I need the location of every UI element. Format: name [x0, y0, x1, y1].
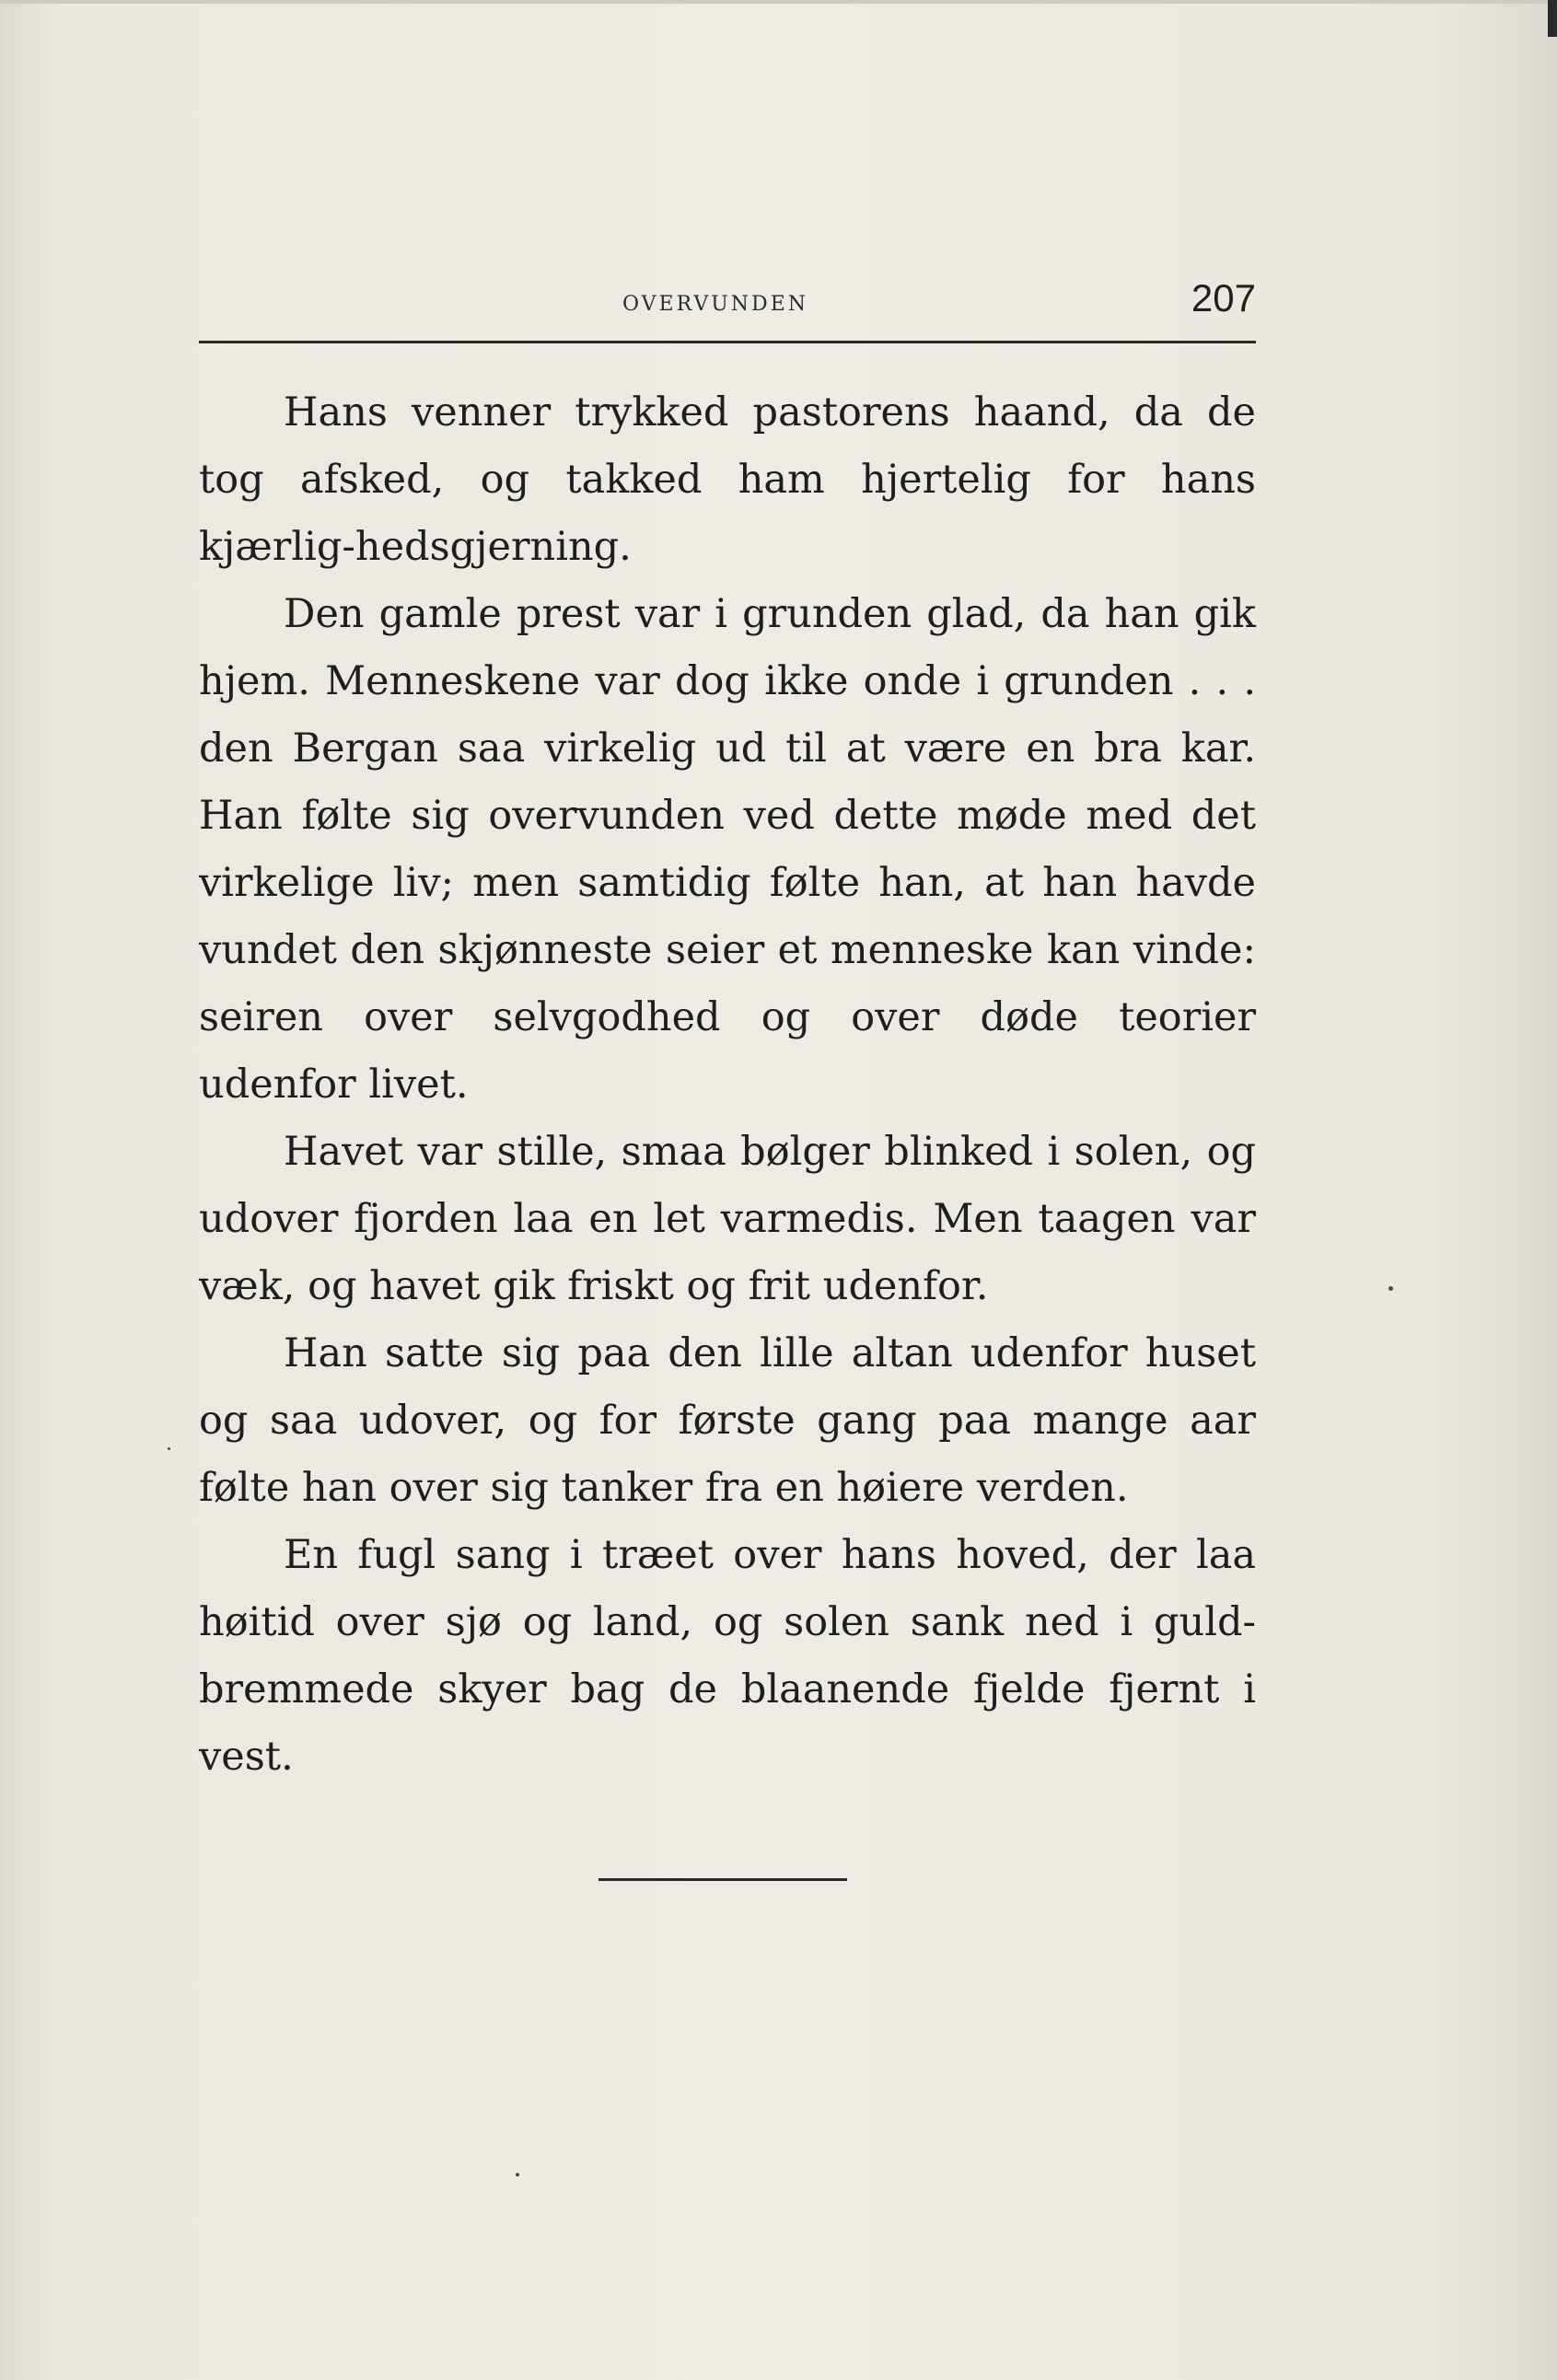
- paper-speck: [1389, 1286, 1393, 1291]
- paragraph-1: Hans venner trykked pastorens haand, da de tog afsked, og takked ham hjertelig for hans kjærlig-hedsgjerning.: [199, 389, 1256, 570]
- paper-speck: [516, 2173, 519, 2177]
- paragraph-2: Den gamle prest var i grunden glad, da han gik hjem. Menneskene var dog ikke onde i grunden . . . den Bergan saa virkelig ud til at være en bra kar. Han følte sig overvunden ved dette møde med det virkelige liv; men samtidig følte han, at han havde vundet den skjønneste seier et menneske kan vinde: seiren over selvgodhed og over døde teorier udenfor livet.: [199, 591, 1256, 1108]
- running-head: OVERVUNDEN: [622, 293, 809, 316]
- header-rule: [199, 341, 1256, 343]
- scan-edge-mark: [1548, 0, 1557, 37]
- page-top-edge: [0, 0, 1557, 4]
- paragraph-3: Havet var stille, smaa bølger blinked i solen, og udover fjorden laa en let varmedis. Men taagen var væk, og havet gik friskt og frit udenfor.: [199, 1129, 1256, 1309]
- end-rule: [598, 1878, 847, 1881]
- page-header: [199, 276, 1256, 331]
- body-text: [199, 379, 1256, 1791]
- paper-speck: [168, 1447, 170, 1450]
- paragraph-4: Han satte sig paa den lille altan udenfor huset og saa udover, og for første gang paa mange aar følte han over sig tanker fra en høiere verden.: [199, 1330, 1256, 1511]
- paragraph-5: En fugl sang i træet over hans hoved, der laa høitid over sjø og land, og solen sank ned i guld-bremmede skyer bag de blaanende fjelde fjernt i vest.: [199, 1532, 1256, 1780]
- page-number: 207: [1191, 276, 1256, 319]
